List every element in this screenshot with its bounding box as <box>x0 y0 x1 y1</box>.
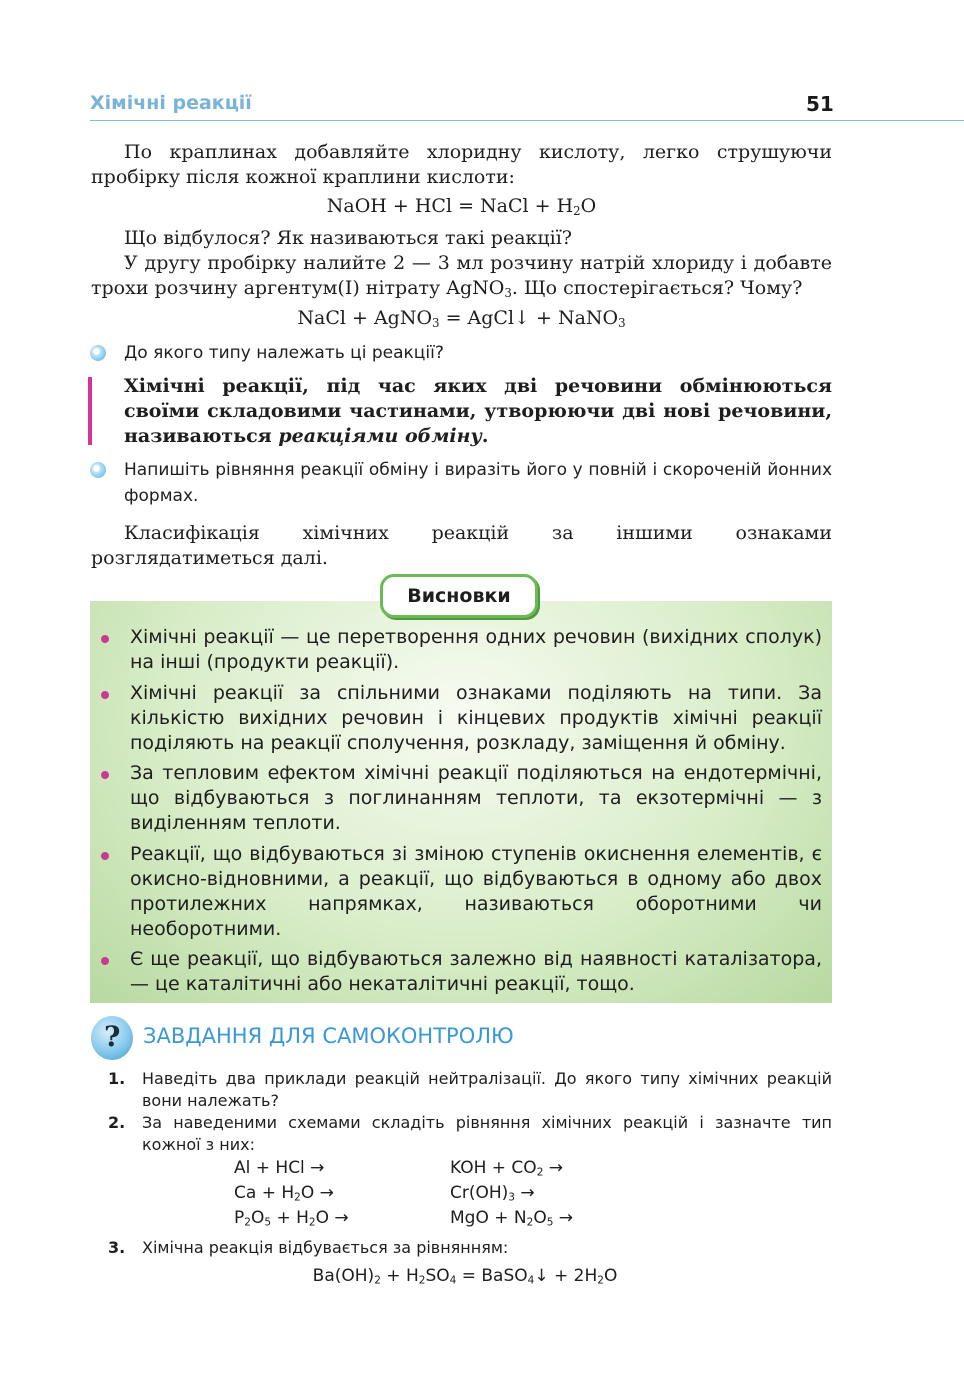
scheme-cr-oh3: $Cr(OH)_3$ → <box>450 1183 535 1204</box>
task-text: За наведеними схемами складіть рівняння хімічних реакцій і зазначте тип кожної з них: <box>142 1113 832 1154</box>
intro-paragraph-1: По краплинах добавляйте хлоридну кислоту, легко струшуючи пробірку після кожної краплини кислоти: <box>91 141 832 188</box>
intro-paragraph-3: У другу пробірку налийте 2 — 3 мл розчину натрій хлориду і добавте трохи розчину аргентум(I) нітрату AgNO$_3$. Що спостерігається? Чому? <box>91 252 832 300</box>
bullet-dot-icon <box>101 635 109 643</box>
scheme-koh-co2: KOH + $CO_2$ → <box>450 1158 564 1179</box>
bullet-dot-icon <box>101 691 109 699</box>
question-bullet-icon <box>90 345 106 361</box>
scheme-ca-h2o: $Ca + H_2O$ → <box>234 1183 334 1204</box>
bullet-dot-icon <box>101 852 109 860</box>
page-header <box>90 92 964 121</box>
conclusion-item: За тепловим ефектом хімічні реакції поділяються на ендотермічні, що відбуваються з поглинанням теплоти, та екзотермічні — з виділенням теплоти. <box>90 761 832 836</box>
question-mark-icon: ? <box>91 1016 133 1060</box>
equation-baoh2-h2so4: $Ba(OH)_2 + H_2SO_4$ = BaSO$_4$↓ + $2H_2O$ <box>312 1266 618 1287</box>
conclusions-list <box>90 625 832 1003</box>
equation-nacl-agno3: NaCl + AgNO$_3$ = AgCl↓ + NaNO$_3$ <box>297 307 626 330</box>
scheme-p2o5-h2o: $P_2O_5 + H_2O$ → <box>234 1208 349 1229</box>
conclusion-item: Хімічні реакції — це перетворення одних речовин (вихідних сполук) на інші (продукти реакції). <box>90 625 832 675</box>
task-number: 1. <box>108 1069 126 1088</box>
equation-naoh-hcl: NaOH + HCl = NaCl + $H_2O$ <box>326 195 597 218</box>
self-control-heading <box>91 1016 831 1062</box>
self-control-title: ЗАВДАННЯ ДЛЯ САМОКОНТРОЛЮ <box>143 1024 514 1048</box>
task-text: Наведіть два приклади реакцій нейтралізації. До якого типу хімічних реакцій вони належать? <box>142 1069 832 1110</box>
question-text: До якого типу належать ці реакції? <box>124 343 444 363</box>
scheme-mgo-n2o5: MgO + $N_2O_5$ → <box>450 1208 574 1229</box>
question-text: Напишіть рівняння реакції обміну і виразіть його у повній і скороченій йонних формах. <box>124 460 832 506</box>
classification-paragraph: Класифікація хімічних реакцій за іншими ознаками розглядатиметься далі. <box>91 522 832 569</box>
task-number: 2. <box>108 1113 126 1132</box>
definition-exchange-reactions: Хімічні реакції, під час яких дві речовини обмінюються своїми складовими частинами, утворюючи дві нові речовини, називаються реакціями обміну. <box>124 375 832 447</box>
conclusion-item: Є ще реакції, що відбуваються залежно від наявності каталізатора, — це каталітичні або некаталітичні реакції, тощо. <box>90 947 832 997</box>
definition-marker-bar <box>88 377 92 445</box>
conclusion-item: Хімічні реакції за спільними ознаками поділяють на типи. За кількістю вихідних речовин і кінцевих продуктів хімічні реакції поділяють на реакції сполучення, розкладу, заміщення й обміну. <box>90 681 832 756</box>
definition-term: реакціями обміну <box>278 425 482 447</box>
scheme-al-hcl: Al + HCl → <box>234 1158 325 1178</box>
bullet-dot-icon <box>101 771 109 779</box>
bullet-dot-icon <box>101 957 109 965</box>
intro-paragraph-2: Що відбулося? Як називаються такі реакції? <box>124 227 572 249</box>
page-number: 51 <box>806 92 834 116</box>
conclusions-label: Висновки <box>380 574 538 618</box>
running-title: Хімічні реакції <box>90 92 252 114</box>
conclusion-item: Реакції, що відбуваються зі зміною ступенів окиснення елементів, є окисно-відновними, а реакції, що відбуваються в одному або двох протилежних напрямках, називаються оборотними чи необоротними. <box>90 842 832 942</box>
task-number: 3. <box>108 1238 126 1257</box>
question-bullet-icon <box>90 462 106 478</box>
task-text: Хімічна реакція відбувається за рівнянням: <box>142 1238 509 1257</box>
